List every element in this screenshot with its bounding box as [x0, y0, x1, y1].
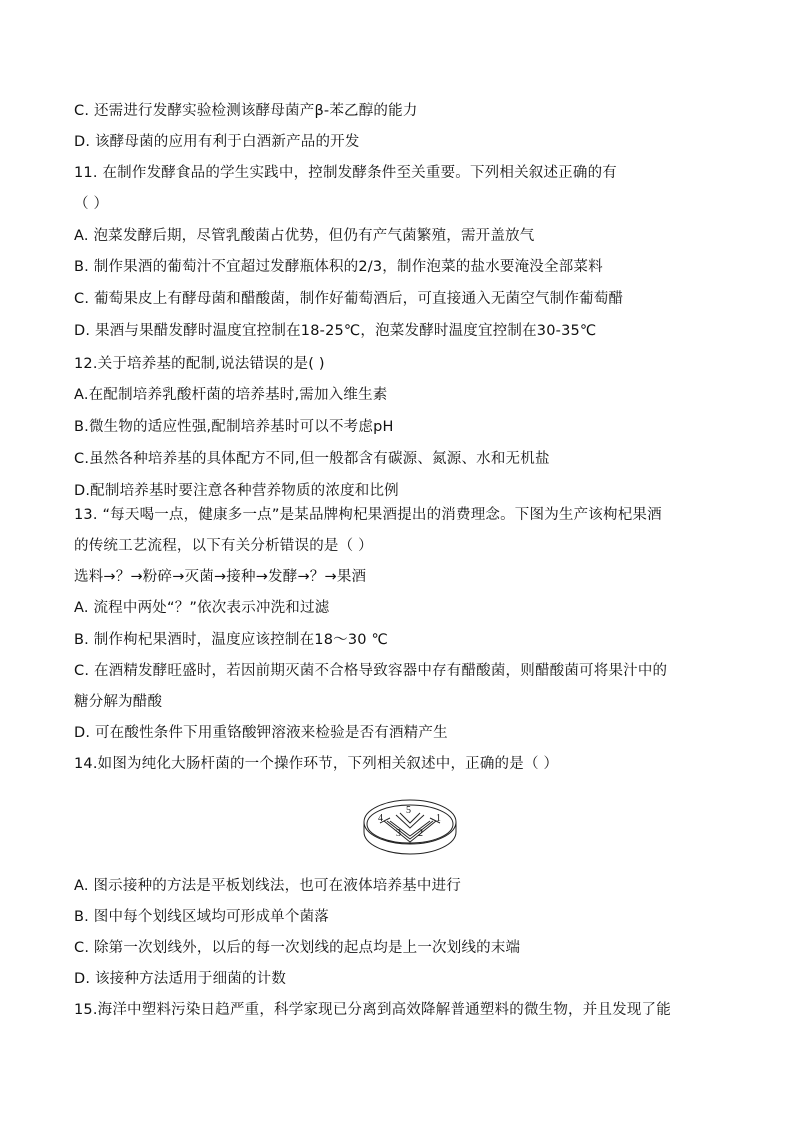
option-a: A. 泡菜发酵后期，尽管乳酸菌占优势，但仍有产气菌繁殖，需开盖放气 — [74, 228, 535, 244]
region-label: 2 — [418, 828, 423, 839]
region-label: 4 — [378, 813, 383, 824]
question-13-stem-cont: 的传统工艺流程，以下有关分析错误的是（ ） — [74, 538, 373, 554]
option-c: C. 除第一次划线外，以后的每一次划线的起点均是上一次划线的末端 — [74, 940, 521, 956]
streak-lines-lower — [384, 821, 436, 842]
option-c-cont: 糖分解为醋酸 — [74, 694, 163, 710]
option-c: C. 在酒精发酵旺盛时，若因前期灭菌不合格导致容器中存有醋酸菌，则醋酸菌可将果汁中的 — [74, 663, 668, 679]
option-a: A. 图示接种的方法是平板划线法，也可在液体培养基中进行 — [74, 878, 461, 894]
option-d: D. 可在酸性条件下用重铬酸钾溶液来检验是否有酒精产生 — [74, 725, 448, 741]
option-a: A.在配制培养乳酸杆菌的培养基时,需加入维生素 — [74, 387, 388, 403]
region-label: 5 — [406, 805, 411, 816]
option-b: B. 图中每个划线区域均可形成单个菌落 — [74, 909, 329, 925]
region-label: 1 — [436, 813, 441, 824]
answer-bracket: （ ） — [74, 196, 109, 212]
region-label: 3 — [396, 828, 401, 839]
text-line: D. 该酵母菌的应用有利于白酒新产品的开发 — [74, 134, 360, 150]
question-14-stem: 14.如图为纯化大肠杆菌的一个操作环节，下列相关叙述中，正确的是（ ） — [74, 756, 559, 772]
process-flow: 选料→？→粉碎→灭菌→接种→发酵→？→果酒 — [74, 569, 367, 585]
option-b: B.微生物的适应性强,配制培养基时可以不考虑pH — [74, 419, 394, 435]
option-c: C. 葡萄果皮上有酵母菌和醋酸菌，制作好葡萄酒后，可直接通入无菌空气制作葡萄醋 — [74, 291, 624, 307]
option-b: B. 制作枸杞果酒时，温度应该控制在18～30 ℃ — [74, 632, 388, 648]
option-d: D.配制培养基时要注意各种营养物质的浓度和比例 — [74, 483, 399, 499]
option-a: A. 流程中两处“？”依次表示冲洗和过滤 — [74, 600, 330, 616]
question-12-stem: 12.关于培养基的配制,说法错误的是( ) — [74, 356, 325, 372]
petri-dish-streak-figure — [360, 785, 460, 865]
question-15-stem: 15.海洋中塑料污染日趋严重，科学家现已分离到高效降解普通塑料的微生物，并且发现了能 — [74, 1002, 671, 1018]
option-d: D. 该接种方法适用于细菌的计数 — [74, 971, 287, 987]
option-d: D. 果酒与果醋发酵时温度宜控制在18-25℃，泡菜发酵时温度宜控制在30-35℃ — [74, 323, 597, 339]
option-b: B. 制作果酒的葡萄汁不宜超过发酵瓶体积的2/3，制作泡菜的盐水要淹没全部菜料 — [74, 259, 603, 275]
text-line: C. 还需进行发酵实验检测该酵母菌产β-苯乙醇的能力 — [74, 103, 418, 119]
question-13-stem: 13. “每天喝一点，健康多一点”是某品牌枸杞果酒提出的消费理念。下图为生产该枸杞果酒 — [74, 507, 662, 523]
option-c: C.虽然各种培养基的具体配方不同,但一般都含有碳源、氮源、水和无机盐 — [74, 451, 550, 467]
question-11-stem: 11. 在制作发酵食品的学生实践中，控制发酵条件至关重要。下列相关叙述正确的有 — [74, 165, 617, 181]
